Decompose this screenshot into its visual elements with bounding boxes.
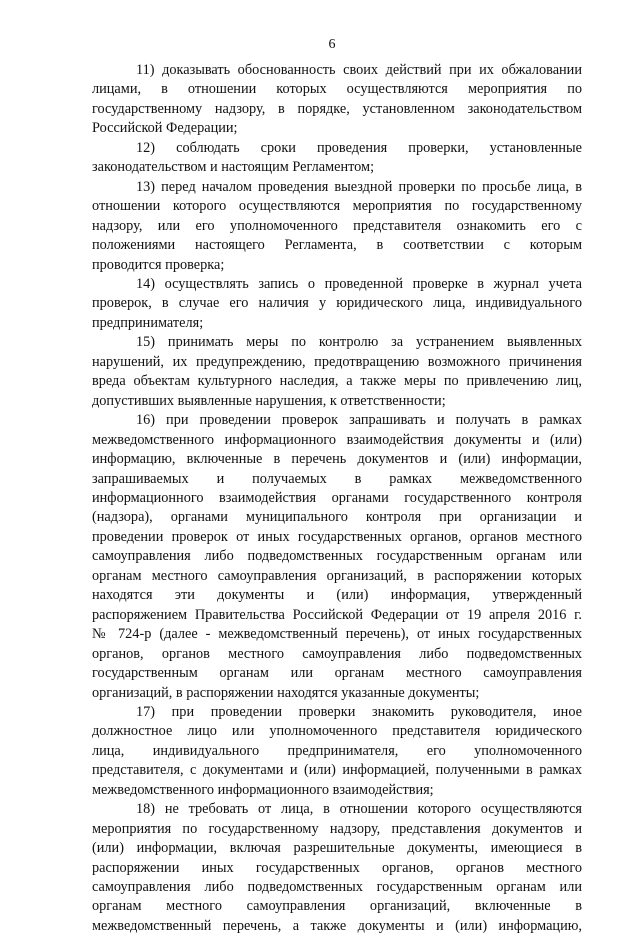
text-line: надзору, или его уполномоченного представителя ознакомить его с: [92, 217, 582, 234]
text-line: запрашиваемых и получаемых в рамках межведомственного: [92, 470, 582, 487]
text-line: 13) перед началом проведения выездной проверки по просьбе лица, в: [136, 178, 582, 195]
text-line: проведении проверок от иных государственных органов, органов местного: [92, 528, 582, 545]
text-line: организаций, в распоряжении находятся указанные документы;: [92, 684, 480, 701]
list-item: [92, 411, 582, 703]
text-line: 14) осуществлять запись о проведенной проверке в журнал учета: [136, 275, 582, 292]
text-line: № 724-р (далее - межведомственный перечень), от иных государственных: [92, 626, 582, 643]
text-line: нарушений, их предупреждению, предотвращению возможного причинения: [92, 353, 582, 370]
text-line: вреда объектам культурного наследия, а также меры по привлечению лиц,: [92, 373, 582, 390]
text-line: 16) при проведении проверок запрашивать и получать в рамках: [136, 412, 582, 429]
text-line: органов, органов местного самоуправления либо подведомственных: [92, 645, 582, 662]
text-line: проводится проверка;: [92, 256, 225, 273]
text-line: 11) доказывать обоснованность своих действий при их обжаловании: [136, 62, 582, 78]
text-line: лица, индивидуального предпринимателя, его уполномоченного: [92, 742, 582, 759]
text-line: допустивших выявленные нарушения, к ответственности;: [92, 392, 446, 409]
list-item: [92, 800, 582, 936]
list-item: [92, 139, 582, 178]
text-line: положениями настоящего Регламента, в соответствии с которым: [92, 237, 582, 254]
text-line: лицами, в отношении которых осуществляются мероприятия по: [92, 81, 582, 98]
list-item: [92, 703, 582, 800]
page-number: 6: [328, 37, 336, 52]
text-line: распоряжении иных государственных органов, органов местного: [92, 859, 582, 876]
text-line: проверок, в случае его наличия у юридического лица, индивидуального: [92, 295, 582, 312]
text-line: 18) не требовать от лица, в отношении которого осуществляются: [136, 801, 582, 818]
text-line: органам местного самоуправления организаций, в распоряжении которых: [92, 567, 582, 584]
text-line: информацию, включенные в перечень документов и (или) информации,: [92, 451, 582, 468]
text-line: органам местного самоуправления организаций, включенные в: [92, 898, 582, 915]
text-line: 15) принимать меры по контролю за устранением выявленных: [136, 334, 582, 351]
text-line: информационного взаимодействия органами государственного контроля: [92, 489, 582, 506]
text-line: Российской Федерации;: [92, 120, 238, 137]
list-item: [92, 333, 582, 411]
list-item: [92, 178, 582, 275]
text-line: отношении которого осуществляются мероприятия по государственному: [92, 198, 582, 215]
text-line: представителя, с документами и (или) информацией, полученными в рамках: [92, 762, 582, 779]
text-line: должностное лицо или уполномоченного представителя юридического: [92, 723, 582, 740]
text-line: предпринимателя;: [92, 314, 204, 331]
text-line: законодательством и настоящим Регламентом;: [92, 159, 375, 176]
text-line: 12) соблюдать сроки проведения проверки, установленные: [136, 139, 582, 156]
text-line: государственным органам или органам местного самоуправления: [92, 665, 582, 682]
text-line: государственному надзору, в порядке, установленном законодательством: [92, 100, 582, 117]
list-item: [92, 275, 582, 333]
text-line: межведомственный перечень, а также документы и (или) информацию,: [92, 917, 582, 934]
text-line: (или) информации, включая разрешительные документы, имеющиеся в: [92, 840, 582, 857]
text-line: 17) при проведении проверки знакомить руководителя, иное: [136, 703, 582, 720]
list-item: [92, 61, 582, 139]
text-line: (надзора), органами муниципального контроля при организации и: [92, 509, 582, 526]
text-line: самоуправления либо подведомственных государственным органам или: [92, 548, 582, 565]
text-line: мероприятия по государственному надзору, представления документов и: [92, 820, 582, 837]
text-line: межведомственного информационного взаимодействия документы и (или): [92, 431, 582, 448]
document-body: [92, 61, 582, 936]
text-line: распоряжением Правительства Российской Федерации от 19 апреля 2016 г.: [92, 606, 582, 623]
text-line: самоуправления либо подведомственных государственным органам или: [92, 879, 582, 896]
text-line: находятся эти документы и (или) информация, утвержденный: [92, 587, 582, 604]
text-line: межведомственного информационного взаимодействия;: [92, 781, 434, 798]
